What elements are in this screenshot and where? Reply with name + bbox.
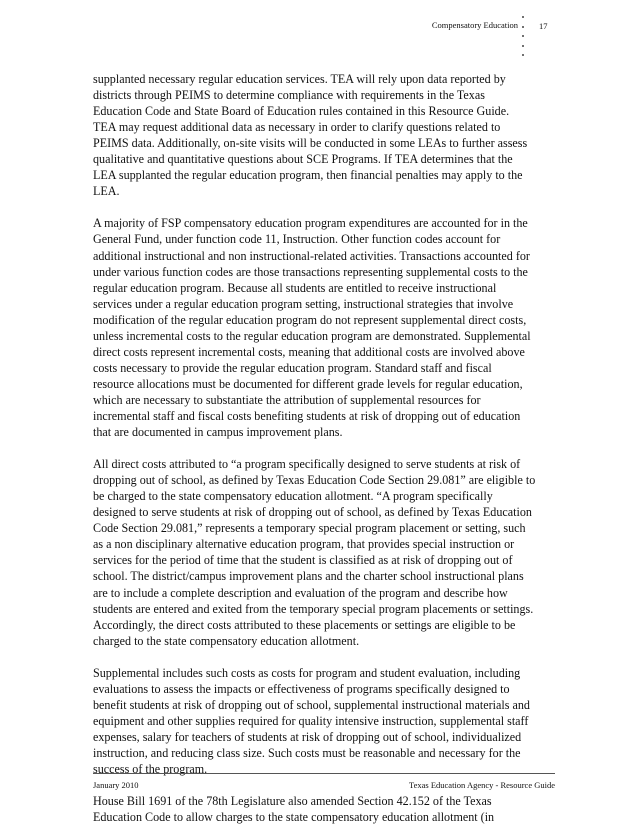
separator-dot: [522, 35, 524, 37]
separator-dot: [522, 16, 524, 18]
page-header: [0, 20, 638, 50]
footer-date: January 2010: [93, 780, 139, 790]
paragraph-function-codes: A majority of FSP compensatory education program expenditures are accounted for in the General Fund, under function code 11, Instruction. Other function codes account for additional instructional and non instructional-related activities. Transactions accounted for under various function codes are those transactions representing supplemental costs to the regular education program. Because all students are entitled to receive instructional services under a regular education program setting, instructional strategies that involve modification of the regular education program do not represent supplemental direct costs, unless incremental costs to the regular education program are demonstrated. Supplemental direct costs represent incremental costs, meaning that additional costs are involved above costs necessary to provide the regular education program. Standard staff and fiscal resource allocations must be documented for different grade levels for regular education, which are necessary to substantiate the attribution of supplemental resources for incremental staff and fiscal costs benefiting students at risk of dropping out of education that are documented in campus improvement plans.: [93, 216, 531, 440]
paragraph-direct-costs: All direct costs attributed to “a program specifically designed to serve students at risk of dropping out of school, as defined by Texas Education Code Section 29.081” are eligible to be charged to the state compensatory education allotment. “A program specifically designed to serve students at risk of dropping out of school, as defined by Texas Education Code Section 29.081,” represents a temporary special program placement or setting, such as a non disciplinary alternative education program, that provides special instruction or services for the period of time that the student is classified as at risk of dropping out of school. The district/campus improvement plans and the charter school instructional plans are to include a complete description and evaluation of the program and describe how students are entered and exited from the temporary special program placements or settings. Accordingly, the direct costs attributed to these placements or settings are eligible to be charged to the state compensatory education allotment.: [93, 457, 536, 648]
paragraph-house-bill: House Bill 1691 of the 78th Legislature also amended Section 42.152 of the Texas Education Code to allow charges to the state compensatory education allotment (in: [93, 794, 495, 825]
header-title: Compensatory Education: [431, 20, 518, 30]
header-dot-separator: [521, 16, 525, 56]
separator-dot: [522, 54, 524, 56]
paragraph-supplanting-compliance: supplanted necessary regular education services. TEA will rely upon data reported by districts through PEIMS to determine compliance with requirements in the Texas Education Code and State Board of Education rules contained in this Resource Guide. TEA may request additional data as necessary in order to clarify questions related to PEIMS data. Additionally, on-site visits will be conducted in some LEAs to further assess qualitative and quantitative questions about SCE Programs. If TEA determines that the LEA supplanted the regular education program, then financial penalties may apply to the LEA.: [93, 72, 528, 199]
page-number: 17: [539, 21, 548, 31]
footer-divider: [93, 773, 555, 774]
paragraph-supplemental-costs: Supplemental includes such costs as costs for program and student evaluation, including evaluations to assess the impacts or effectiveness of programs specifically designed to benefit students at risk of dropping out of school, supplemental instructional materials and equipment and other supplies required for quality intensive instruction, supplemental staff expenses, salary for teachers of students at risk of dropping out of school, individualized instruction, and reducing class size. Such costs must be reasonable and necessary for the success of the program.: [93, 665, 530, 777]
document-body: [93, 71, 555, 825]
separator-dot: [522, 45, 524, 47]
separator-dot: [522, 26, 524, 28]
footer-source: Texas Education Agency - Resource Guide: [409, 780, 555, 790]
